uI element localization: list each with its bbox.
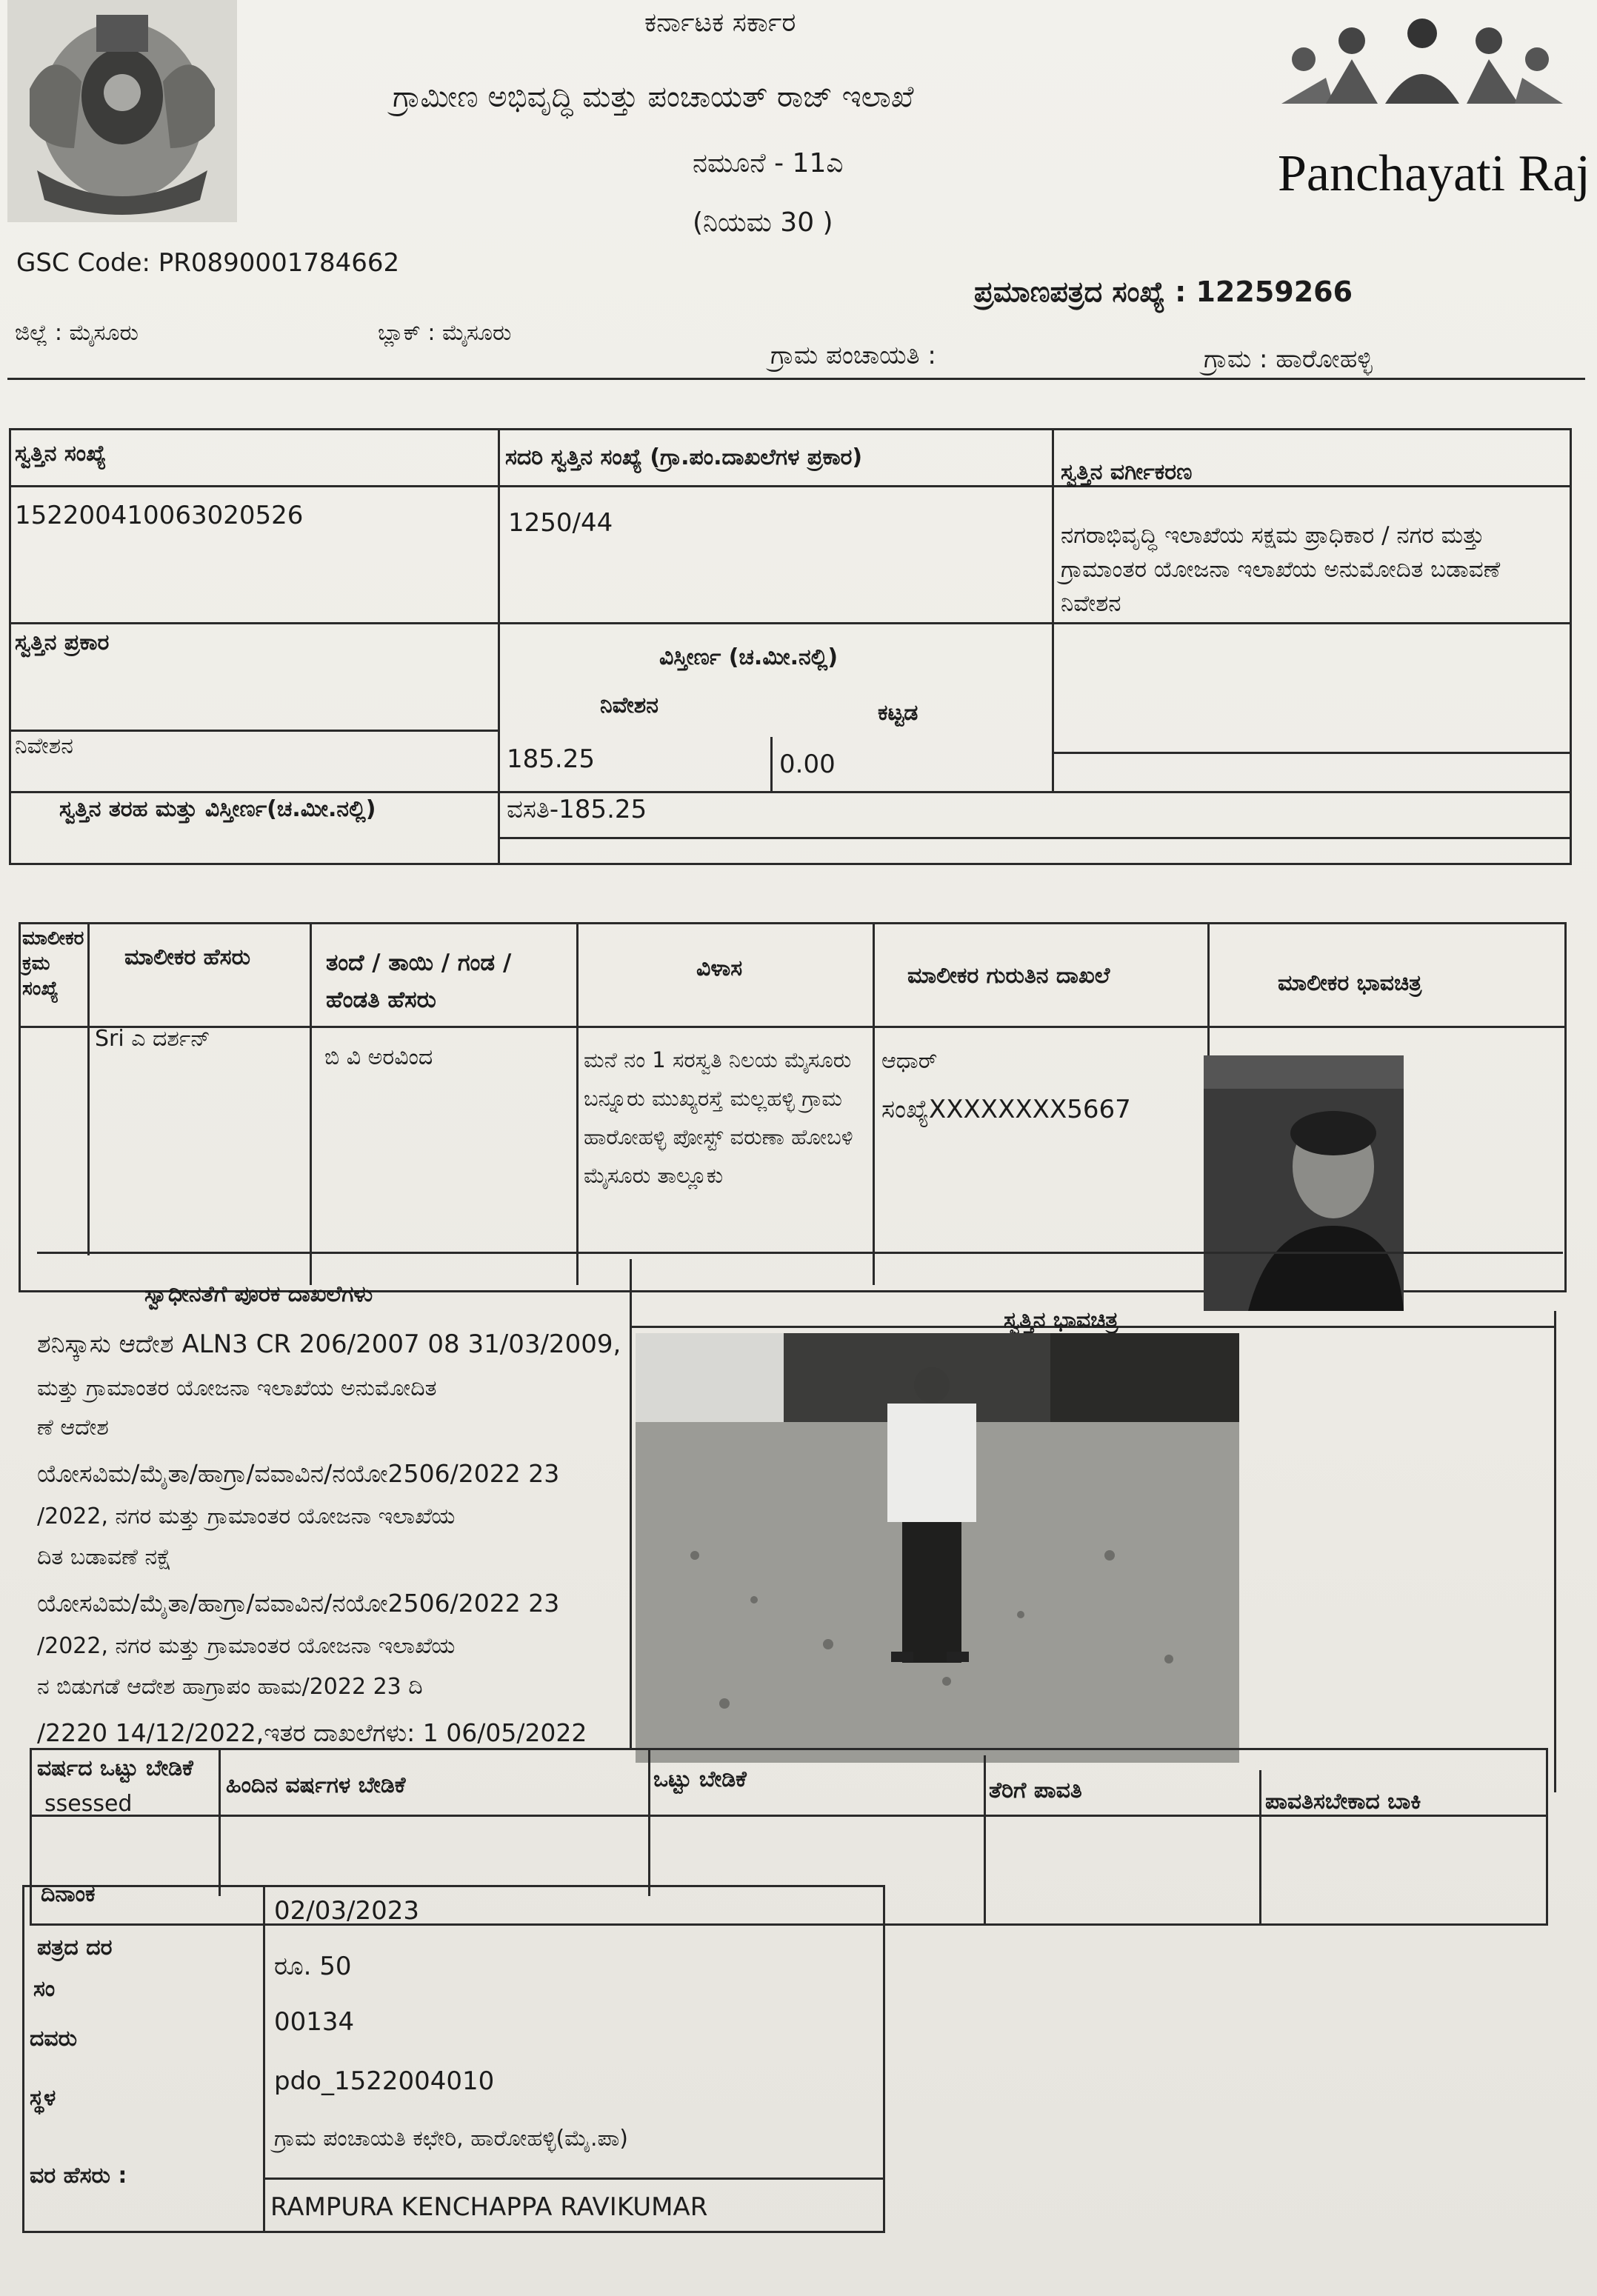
usage-label: ಸ್ವತ್ತಿನ ತರಹ ಮತ್ತು ವಿಸ್ತೀರ್ಣ(ಚ.ಮೀ.ನಲ್ಲಿ) [59,796,376,822]
local-number-label: ಸದರಿ ಸ್ವತ್ತಿನ ಸಂಖ್ಯೆ (ಗ್ರಾ.ಪಂ.ದಾಖಲೆಗಳ ಪ್ರಕಾರ) [505,444,863,470]
owner-name-header: ಮಾಲೀಕರ ಹೆಸರು [124,944,251,970]
owner-number-header: ಮಾಲೀಕರ ಕ್ರಮ ಸಂಖ್ಯೆ [22,927,84,1000]
divider [630,1259,632,1748]
panchayati-raj-logo-icon [1274,15,1570,111]
property-type-value: ನಿವೇಶನ [15,733,73,759]
divider [19,1026,1567,1028]
tax-row-assessed: ssessed [44,1791,133,1817]
owner-address: ಮನೆ ನಂ 1 ಸರಸ್ವತಿ ನಿಲಯ ಮೈಸೂರು ಬನ್ನೂರು ಮುಖ್ಯರಸ್ತೆ ಮಲ್ಲಹಳ್ಳಿ ಗ್ರಾಮ ಹಾರೋಹಳ್ಳಿ ಪೋಸ್ಟ್ ವರುಣಾ ಹೋಬಳಿ ಮೈಸೂರು ತಾಲ್ಲೂಕು [584,1047,853,1188]
document-line: ನ ಬಿಡುಗಡೆ ಆದೇಶ ಹಾಗ್ರಾಪಂ ಹಾಮ/2022 23 ದಿ [37,1674,423,1700]
divider [263,1885,265,2233]
tax-col-previous: ಹಿಂದಿನ ವರ್ಷಗಳ ಬೇಡಿಕೆ [226,1772,406,1798]
block: ಬ್ಲಾಕ್ : ಮೈಸೂರು [378,320,512,346]
issue-table [22,1885,885,2233]
usage-value: ವಸತಿ-185.25 [507,795,647,824]
logo-text: Panchayati Raj [1278,145,1590,202]
issue-place: ಗ್ರಾಮ ಪಂಚಾಯತಿ ಕಛೇರಿ, ಹಾರೋಹಳ್ಳಿ(ಮೈ.ಪಾ) [274,2126,629,2152]
property-id-label: ಸ್ವತ್ತಿನ ಸಂಖ್ಯೆ [15,441,107,467]
form-number: ನಮೂನೆ - 11ಎ [693,148,844,178]
owner-id-line2: ಸಂಖ್ಯೆXXXXXXXX5667 [881,1095,1131,1124]
divider [87,922,90,1255]
classification-label: ಸ್ವತ್ತಿನ ವರ್ಗೀಕರಣ [1061,459,1193,485]
department-title: ಗ್ರಾಮೀಣ ಅಭಿವೃದ್ಧಿ ಮತ್ತು ಪಂಚಾಯತ್ ರಾಜ್ ಇಲಾಖೆ [393,80,914,114]
building-area-label: ಕಟ್ಟಡ [878,700,918,726]
issue-place-label: ಸ್ಥಳ [30,2085,56,2111]
issue-user-label: ದವರು [30,2026,78,2052]
property-id-value: 152200410063020526 [15,501,304,530]
divider [9,622,1572,624]
certificate-number: ಪ್ರಮಾಣಪತ್ರದ ಸಂಖ್ಯೆ : 12259266 [974,276,1353,308]
document-line: ದಿತ ಬಡಾವಣೆ ನಕ್ಷೆ [37,1544,172,1570]
divider [37,1252,1563,1254]
gsc-code: GSC Code: PR0890001784662 [16,248,400,278]
document-line: /2220 14/12/2022,ಇತರ ದಾಖಲೆಗಳು: 1 06/05/2022 [37,1718,587,1747]
issue-officer: RAMPURA KENCHAPPA RAVIKUMAR [270,2192,708,2222]
document-line: ಣೆ ಆದೇಶ [37,1415,109,1441]
owner-photo-header: ಮಾಲೀಕರ ಭಾವಚಿತ್ರ [1278,970,1422,996]
owner-id-header: ಮಾಲೀಕರ ಗುರುತಿನ ದಾಖಲೆ [907,963,1110,989]
document-line: ಶನಿಸ್ಕಾಸು ಆದೇಶ ALN3 CR 206/2007 08 31/03/2009, [37,1329,621,1359]
site-area-label: ನಿವೇಶನ [600,693,659,718]
divider [648,1748,650,1896]
divider [263,2177,885,2180]
rule-number: (ನಿಯಮ 30 ) [693,207,833,238]
owner-photo [1204,1055,1404,1311]
owner-parent-header: ತಂದೆ / ತಾಯಿ / ಗಂಡ / ಹೆಂಡತಿ ಹೆಸರು [326,950,512,1013]
owner-parent: ಬಿ ವಿ ಅರವಿಂದ [324,1044,433,1070]
issue-number: 00134 [274,2007,355,2037]
divider [1259,1770,1261,1926]
owner-address-header: ವಿಳಾಸ [696,955,743,981]
divider [576,922,579,1285]
divider [9,485,1572,487]
owner-id-line1: ಆಧಾರ್ [881,1048,938,1074]
divider [219,1748,221,1896]
divider [770,737,773,791]
gram-panchayat: ಗ್ರಾಮ ಪಂಚಾಯತಿ : [770,341,936,370]
document-line: ಮತ್ತು ಗ್ರಾಮಾಂತರ ಯೋಜನಾ ಇಲಾಖೆಯ ಅನುಮೋದಿತ [37,1375,437,1401]
divider [9,791,1572,793]
documents-title: ಸ್ವಾಧೀನತೆಗೆ ಪೂರಕ ದಾಖಲೆಗಳು [144,1281,373,1307]
site-area-value: 185.25 [507,744,595,774]
govt-title: ಕರ್ನಾಟಕ ಸರ್ಕಾರ [644,7,796,38]
owner-name: Sri ಎ ದರ್ಶನ್ [95,1026,210,1052]
issue-number-label: ಸಂ [33,1976,56,2002]
village: ಗ್ರಾಮ : ಹಾರೋಹಳ್ಳಿ [1204,344,1373,374]
document-line: /2022, ನಗರ ಮತ್ತು ಗ್ರಾಮಾಂತರ ಯೋಜನಾ ಇಲಾಖೆಯ [37,1504,456,1529]
area-label: ವಿಸ್ತೀರ್ಣ (ಚ.ಮೀ.ನಲ್ಲಿ) [659,644,838,670]
tax-col-balance: ಪಾವತಿಸಬೇಕಾದ ಬಾಕಿ [1265,1789,1421,1815]
issue-date: 02/03/2023 [274,1896,419,1926]
property-photo [636,1333,1239,1763]
classification-value: ನಗರಾಭಿವೃದ್ಧಿ ಇಲಾಖೆಯ ಸಕ್ಷಮ ಪ್ರಾಧಿಕಾರ / ನಗರ ಮತ್ತು ಗ್ರಾಮಾಂತರ ಯೋಜನಾ ಇಲಾಖೆಯ ಅನುಮೋದಿತ ಬಡಾವಣೆ ನಿವೇಶನ [1061,522,1501,617]
tax-col-paid: ತೆರಿಗೆ ಪಾವತಿ [989,1778,1082,1803]
issue-officer-label: ವರ ಹೆಸರು : [30,2163,127,2189]
divider [1052,428,1054,791]
document-line: ಯೋಸವಿಮ/ಮೈತಾ/ಹಾಗ್ರಾ/ವವಾವಿನ/ನಯೋ2506/2022 23 [37,1589,560,1618]
divider [30,1815,1548,1817]
divider [873,922,875,1285]
property-type-label: ಸ್ವತ್ತಿನ ಪ್ರಕಾರ [15,630,110,655]
building-area-value: 0.00 [779,750,836,779]
issue-date-label: ದಿನಾಂಕ [41,1881,96,1907]
district: ಜಿಲ್ಲೆ : ಮೈಸೂರು [15,320,139,346]
issue-user: pdo_1522004010 [274,2066,495,2096]
divider [984,1755,986,1926]
divider [1052,752,1572,754]
document-line: ಯೋಸವಿಮ/ಮೈತಾ/ಹಾಗ್ರಾ/ವವಾವಿನ/ನಯೋ2506/2022 23 [37,1459,560,1488]
issue-fee: ರೂ. 50 [274,1952,352,1981]
divider [7,378,1585,380]
tax-col-annual: ವರ್ಷದ ಒಟ್ಟು ಬೇಡಿಕೆ [37,1755,193,1781]
divider [1554,1311,1556,1792]
karnataka-emblem-icon [7,0,237,222]
local-number-value: 1250/44 [508,508,613,538]
document-line: /2022, ನಗರ ಮತ್ತು ಗ್ರಾಮಾಂತರ ಯೋಜನಾ ಇಲಾಖೆಯ [37,1633,456,1659]
issue-fee-label: ಪತ್ರದ ದರ [37,1935,113,1960]
tax-col-total: ಒಟ್ಟು ಬೇಡಿಕೆ [653,1766,747,1792]
divider [9,730,498,732]
divider [498,837,1572,839]
divider [498,428,500,865]
divider [310,922,312,1285]
property-photo-label: ಸ್ವತ್ತಿನ ಭಾವಚಿತ್ರ [1004,1307,1118,1333]
